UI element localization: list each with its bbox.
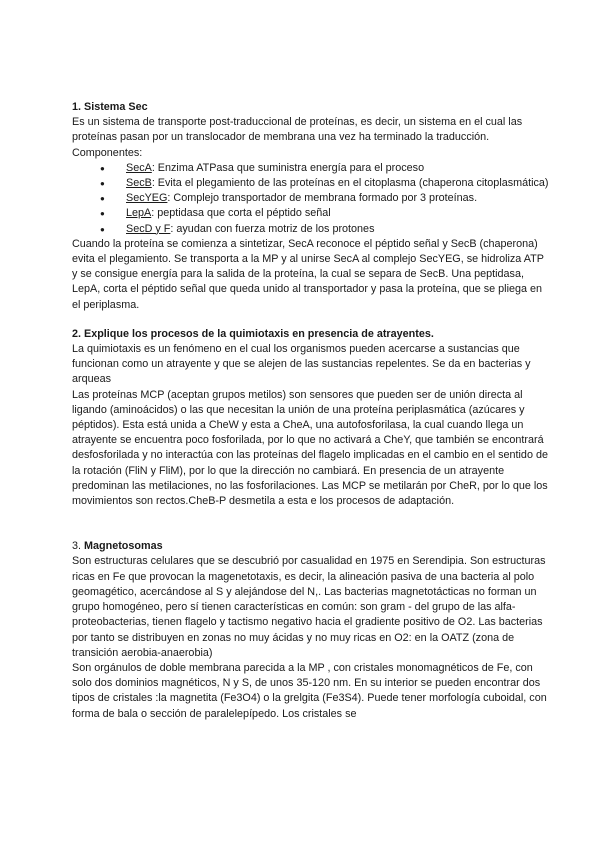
section-2-para-1: La quimiotaxis es un fenómeno en el cual los organismos pueden acercarse a sustancias que funcionan como un atrayente y que se alejen de las sustancias repelentes. Se da en bacterias y arqueas [72,343,531,386]
spacer [72,313,550,327]
list-item [114,161,550,176]
component-term: SecB [126,177,152,190]
section-1-heading: 1. Sistema Sec [72,101,148,113]
section-3-heading [72,539,550,554]
section-3-para-1: Son estructuras celulares que se descubrió por casualidad en 1975 en Serendipia. Son estructuras ricas en Fe que provocan la magenetotaxis, es decir, la alineación pasiva de una bacteria al polo geomagético, acercándose al S y alejándose del N,. Las bacterias magnetotácticas no forman un grupo homogéneo, pero sí tienen características en común: son gram - del grupo de las alfa-proteobacterias, tienen flagelo y tactismo negativo hacia el gradiente positivo de O2. Las bacterias por tanto se distribuyen en zonas no muy ácidas y no muy ricas en O2: en la OATZ (zona de transición aerobia-anaerobia) [72,555,546,659]
section-1-body: Cuando la proteína se comienza a sintetizar, SecA reconoce el péptido señal y SecB (chaperona) evita el plegamiento. Se transporta a la MP y al unirse SecA al complejo SecYEG, se hidroliza ATP y se consigue energía para la salida de la proteína, la cual se separa de SecB. Una peptidasa, LepA, corta el péptido señal que queda unido al transportador y pasa la proteína, que se pliega en el periplasma. [72,237,544,311]
section-2-heading: 2. Explique los procesos de la quimiotaxis en presencia de atrayentes. [72,327,434,340]
component-desc: : ayudan con fuerza motriz de los protones [170,222,375,235]
section-2-para-2: Las proteínas MCP (aceptan grupos metilos) son sensores que pueden ser de unión directa al ligando (aminoácidos) o las que necesitan la unión de una proteína periplasmática (azúcares y péptidos). Esta está unida a CheW y esta a CheA, una autofosforilasa, la cual cuando llega un atrayente se encuentra poco fosforilada, por lo que no activará a CheY, que también se encontrará desfosforilada y no interactúa con las proteínas del flagelo implicadas en el cambio en el sentido de la rotación (FliN y FliM), por lo que la dirección no cambiará. En presencia de un atrayente predominan las metilaciones, no las fosforilaciones. Las MCP se metilarán por CheR, por lo que los movimientos son rectos.CheB-P desmetila a esta e los procesos de adaptación. [72,388,548,508]
section-magnetosomas [72,539,550,721]
section-quimiotaxis [72,327,550,509]
section-sistema-sec [72,100,550,313]
components-label: Componentes: [72,146,143,159]
list-item [114,191,550,206]
list-item [114,222,550,237]
component-term: SecA [126,161,152,174]
component-desc: : Complejo transportador de membrana formado por 3 proteínas. [167,192,478,205]
components-list [72,161,550,237]
section-1-intro: Es un sistema de transporte post-traduccional de proteínas, es decir, un sistema en el cual las proteínas pasan por un translocador de membrana una vez ha terminado la traducción. [72,116,523,144]
section-3-number: 3. [72,540,82,553]
list-item [114,206,550,221]
component-desc: : Enzima ATPasa que suministra energía para el proceso [151,161,425,174]
section-3-title: Magnetosomas [84,540,163,553]
component-desc: : peptidasa que corta el péptido señal [151,207,331,220]
component-term: LepA [126,207,152,220]
component-term: SecD y F [126,222,171,235]
section-3-para-2: Son orgánulos de doble membrana parecida a la MP , con cristales monomagnéticos de Fe, con solo dos dominios magnéticos, N y S, de unos 35-120 nm. En su interior se pueden encontrar dos tipos de cristales :la magnetita (Fe3O4) o la grelgita (Fe3S4). Puede tener morfología cuboidal, con forma de bala o sección de paralelepípedo. Los cristales se [72,661,547,720]
spacer [72,509,550,539]
component-term: SecYEG [126,192,168,205]
component-desc: : Evita el plegamiento de las proteínas en el citoplasma (chaperona citoplasmática) [151,177,549,190]
list-item [114,176,550,191]
